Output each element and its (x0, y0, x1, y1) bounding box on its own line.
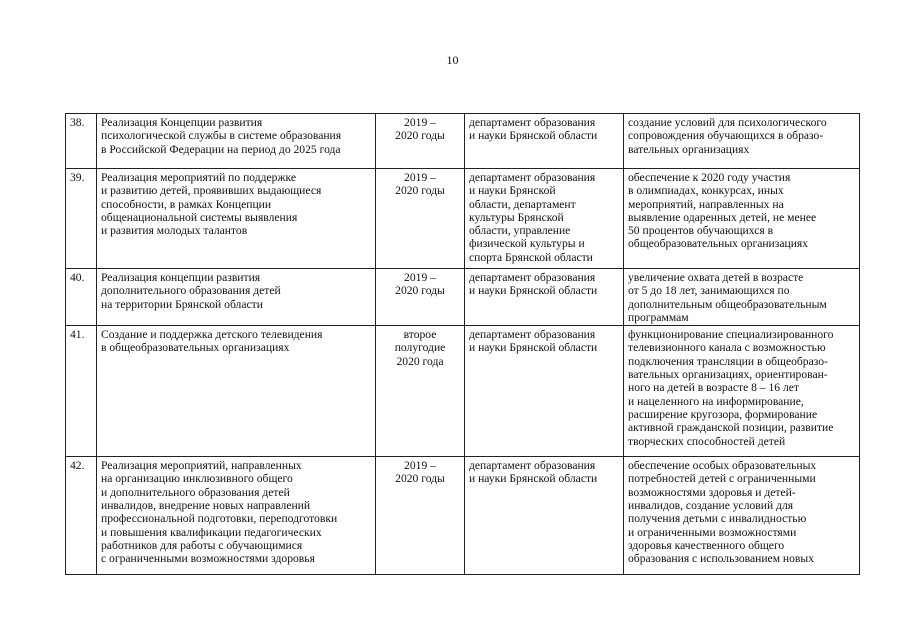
activity-name-line: психологической службы в системе образования (101, 129, 342, 143)
expected-result-line: инвалидов, создание условий для (628, 499, 794, 513)
responsible-executor-line: и науки Брянской области (469, 284, 598, 298)
row-number-cell: 39. (66, 169, 97, 269)
expected-result-line: телевизионного канала с возможностью (628, 341, 826, 355)
activity-name-line: инвалидов, внедрение новых направлений (101, 499, 311, 513)
table-row (66, 114, 860, 169)
activity-name-line: и дополнительного образования детей (101, 485, 290, 499)
deadline-line: полугодие (394, 341, 446, 355)
expected-result-line: активной гражданской позиции, развитие (628, 421, 834, 435)
table-row (66, 326, 860, 457)
deadline-line: 2020 годы (395, 284, 445, 298)
responsible-executor-cell (465, 457, 624, 575)
expected-result-line: получения детьми с инвалидностью (628, 512, 807, 526)
expected-result-line: ного на детей в возрасте 8 – 16 лет (628, 381, 799, 395)
deadline-cell (376, 457, 465, 575)
deadline-line: 2020 годы (395, 184, 445, 198)
expected-result-line: от 5 до 18 лет, занимающихся по (628, 284, 790, 298)
responsible-executor-cell (465, 114, 624, 169)
activity-name-line: в общеобразовательных организациях (101, 341, 290, 355)
expected-result-line: мероприятий, направленных на (628, 197, 784, 211)
expected-result-line: вательных организациях (628, 142, 750, 156)
expected-result-line: 50 процентов обучающихся в (628, 224, 774, 238)
expected-result-line: сопровождения обучающихся в образо- (628, 129, 824, 143)
deadline-cell (376, 169, 465, 269)
activity-name-line: в Российской Федерации на период до 2025 года (101, 142, 341, 156)
responsible-executor-line: и науки Брянской области (469, 472, 598, 486)
responsible-executor-cell (465, 326, 624, 457)
deadline-cell (376, 114, 465, 169)
table-row (66, 269, 860, 326)
activity-name-line: профессиональной подготовки, переподготовки (101, 512, 338, 526)
deadline-line: 2019 – (404, 271, 436, 284)
activity-name-line: с ограниченными возможностями здоровья (101, 552, 315, 566)
deadline-line: 2020 годы (395, 472, 445, 486)
activity-name-line: и повышения квалификации педагогических (101, 525, 322, 539)
responsible-executor-cell (465, 269, 624, 326)
activity-name-line: и развития молодых талантов (101, 224, 248, 238)
deadline-line: 2020 года (396, 354, 444, 368)
activity-name-line: Реализация мероприятий, направленных (101, 459, 302, 473)
expected-result-cell (624, 326, 860, 457)
activity-name-line: Реализация концепции развития (101, 271, 261, 284)
activity-name-line: дополнительного образования детей (101, 284, 281, 298)
activity-name-line: на организацию инклюзивного общего (101, 472, 293, 486)
responsible-executor-line: департамент образования (469, 116, 596, 129)
deadline-line: 2019 – (404, 116, 436, 129)
expected-result-cell (624, 269, 860, 326)
expected-result-line: обеспечение к 2020 году участия (628, 171, 791, 184)
expected-result-line: творческих способностей детей (628, 434, 786, 448)
expected-result-cell (624, 457, 860, 575)
row-number-cell: 40. (66, 269, 97, 326)
deadline-cell (376, 269, 465, 326)
activity-name-line: Реализация мероприятий по поддержке (101, 171, 296, 184)
responsible-executor-line: департамент образования (469, 171, 596, 184)
expected-result-line: выявление одаренных детей, не менее (628, 210, 817, 224)
deadline-line: 2020 годы (395, 129, 445, 143)
expected-result-line: обеспечение особых образовательных (628, 459, 817, 473)
table-row (66, 457, 860, 575)
responsible-executor-line: департамент образования (469, 328, 596, 342)
deadline-cell (376, 326, 465, 457)
responsible-executor-line: области, департамент (469, 197, 576, 211)
expected-result-line: вательных организациях, ориентирован- (628, 368, 828, 382)
expected-result-cell (624, 114, 860, 169)
expected-result-cell (624, 169, 860, 269)
responsible-executor-line: департамент образования (469, 271, 596, 284)
responsible-executor-line: культуры Брянской (469, 210, 564, 224)
responsible-executor-line: и науки Брянской (469, 184, 556, 198)
activity-name-cell (97, 114, 376, 169)
activities-table (65, 113, 860, 575)
row-number-cell: 41. (66, 326, 97, 457)
table-row (66, 169, 860, 269)
deadline-line: второе (403, 328, 437, 342)
activity-name-line: работников для работы с обучающимися (101, 538, 303, 552)
expected-result-line: и нацеленного на информирование, (628, 394, 804, 408)
expected-result-line: программам (628, 310, 689, 324)
responsible-executor-cell (465, 169, 624, 269)
responsible-executor-line: области, управление (469, 224, 571, 238)
expected-result-line: здоровья качественного общего (628, 538, 785, 552)
responsible-executor-line: и науки Брянской области (469, 341, 598, 355)
activity-name-cell (97, 457, 376, 575)
activity-name-line: на территории Брянской области (101, 297, 263, 311)
row-number-cell: 38. (66, 114, 97, 169)
activity-name-line: Реализация Концепции развития (101, 116, 263, 129)
activity-name-cell (97, 269, 376, 326)
expected-result-line: функционирование специализированного (628, 328, 834, 342)
activity-name-line: и развитию детей, проявивших выдающиеся (101, 184, 322, 198)
responsible-executor-line: департамент образования (469, 459, 596, 473)
responsible-executor-line: и науки Брянской области (469, 129, 598, 143)
page-number: 10 (446, 53, 459, 67)
expected-result-line: возможностями здоровья и детей- (628, 485, 796, 499)
expected-result-line: общеобразовательных организациях (628, 237, 809, 251)
expected-result-line: в олимпиадах, конкурсах, иных (628, 184, 784, 198)
expected-result-line: образования с использованием новых (628, 552, 814, 566)
expected-result-line: подключения трансляции в общеобразо- (628, 354, 828, 368)
row-number-cell: 42. (66, 457, 97, 575)
activity-name-line: общенациональной системы выявления (101, 210, 298, 224)
deadline-line: 2019 – (404, 171, 436, 184)
expected-result-line: увеличение охвата детей в возрасте (628, 271, 804, 284)
activity-name-line: способности, в рамках Концепции (101, 197, 272, 211)
expected-result-line: расширение кругозора, формирование (628, 407, 818, 421)
responsible-executor-line: спорта Брянской области (469, 250, 593, 264)
activity-name-line: Создание и поддержка детского телевидения (101, 328, 323, 342)
expected-result-line: создание условий для психологического (628, 116, 827, 129)
expected-result-line: и ограниченными возможностями (628, 525, 797, 539)
expected-result-line: потребностей детей с ограниченными (628, 472, 816, 486)
activity-name-cell (97, 169, 376, 269)
expected-result-line: дополнительным общеобразовательным (628, 297, 827, 311)
activity-name-cell (97, 326, 376, 457)
responsible-executor-line: физической культуры и (469, 237, 585, 251)
deadline-line: 2019 – (404, 459, 436, 473)
